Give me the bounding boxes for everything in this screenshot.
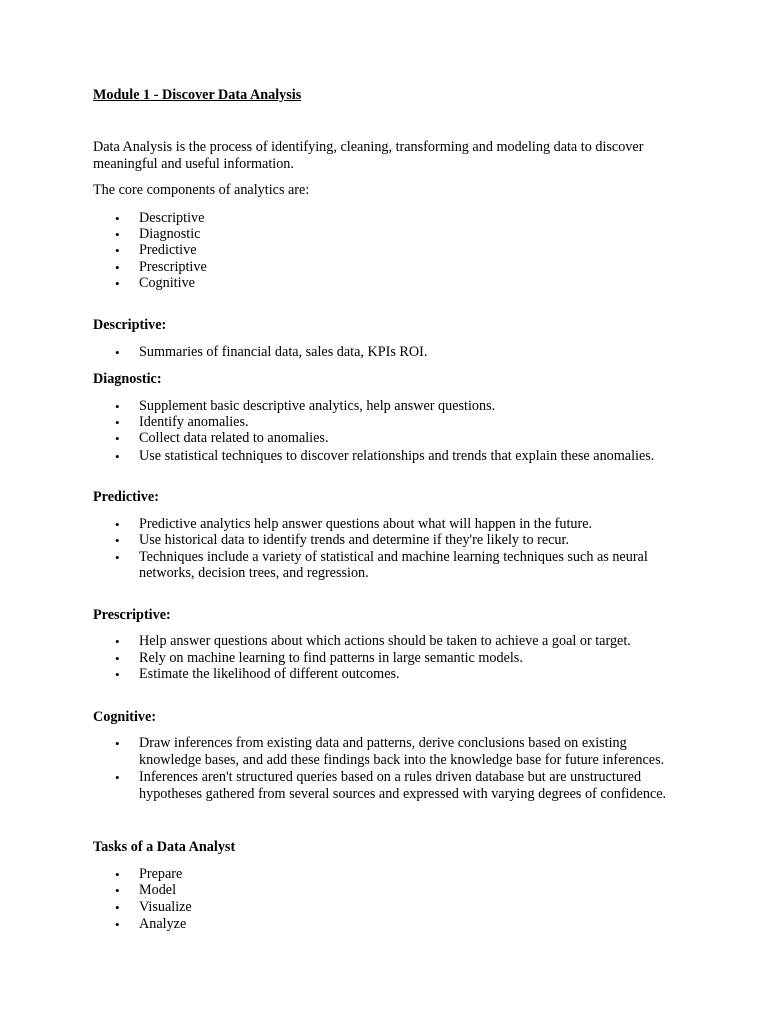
list-item: Use statistical techniques to discover relationships and trends that explain these anomalies. bbox=[139, 448, 655, 464]
list-item: Use historical data to identify trends and determine if they're likely to recur. bbox=[139, 532, 570, 548]
bullet-icon: • bbox=[115, 276, 120, 291]
list-item: Supplement basic descriptive analytics, help answer questions. bbox=[139, 398, 496, 414]
bullet-icon: • bbox=[115, 550, 120, 565]
list-item: Prepare bbox=[139, 866, 183, 882]
list-item-continuation: hypotheses gathered from several sources and expressed with varying degrees of confidence. bbox=[139, 786, 667, 802]
bullet-icon: • bbox=[115, 345, 120, 360]
bullet-icon: • bbox=[115, 917, 120, 932]
bullet-icon: • bbox=[115, 651, 120, 666]
list-item: Rely on machine learning to find patterns in large semantic models. bbox=[139, 650, 523, 666]
list-item: Predictive bbox=[139, 242, 197, 258]
list-item: Prescriptive bbox=[139, 259, 207, 275]
bullet-icon: • bbox=[115, 243, 120, 258]
list-item: Cognitive bbox=[139, 275, 195, 291]
bullet-icon: • bbox=[115, 431, 120, 446]
list-item: Visualize bbox=[139, 899, 192, 915]
bullet-icon: • bbox=[115, 227, 120, 242]
bullet-icon: • bbox=[115, 900, 120, 915]
bullet-icon: • bbox=[115, 867, 120, 882]
list-item: Model bbox=[139, 882, 177, 898]
section-heading-prescriptive: Prescriptive: bbox=[93, 607, 171, 623]
bullet-icon: • bbox=[115, 517, 120, 532]
bullet-icon: • bbox=[115, 883, 120, 898]
components-lead: The core components of analytics are: bbox=[93, 182, 310, 198]
list-item: Help answer questions about which actions should be taken to achieve a goal or target. bbox=[139, 633, 631, 649]
bullet-icon: • bbox=[115, 770, 120, 785]
section-heading-cognitive: Cognitive: bbox=[93, 709, 157, 725]
list-item: Inferences aren't structured queries based on a rules driven database but are unstructured bbox=[139, 769, 642, 785]
bullet-icon: • bbox=[115, 533, 120, 548]
section-heading-diagnostic: Diagnostic: bbox=[93, 371, 162, 387]
list-item: Diagnostic bbox=[139, 226, 201, 242]
list-item: Identify anomalies. bbox=[139, 414, 249, 430]
document-title: Module 1 - Discover Data Analysis bbox=[93, 87, 302, 103]
list-item: Collect data related to anomalies. bbox=[139, 430, 329, 446]
bullet-icon: • bbox=[115, 399, 120, 414]
section-heading-descriptive: Descriptive: bbox=[93, 317, 167, 333]
bullet-icon: • bbox=[115, 634, 120, 649]
list-item: Descriptive bbox=[139, 210, 205, 226]
list-item: Draw inferences from existing data and patterns, derive conclusions based on existing bbox=[139, 735, 627, 751]
bullet-icon: • bbox=[115, 260, 120, 275]
list-item: Techniques include a variety of statistical and machine learning techniques such as neural bbox=[139, 549, 648, 565]
list-item: Estimate the likelihood of different outcomes. bbox=[139, 666, 400, 682]
bullet-icon: • bbox=[115, 211, 120, 226]
section-heading-tasks: Tasks of a Data Analyst bbox=[93, 839, 236, 855]
bullet-icon: • bbox=[115, 736, 120, 751]
bullet-icon: • bbox=[115, 415, 120, 430]
list-item: Predictive analytics help answer questions about what will happen in the future. bbox=[139, 516, 593, 532]
list-item-continuation: networks, decision trees, and regression. bbox=[139, 565, 369, 581]
section-heading-predictive: Predictive: bbox=[93, 489, 159, 505]
list-item: Summaries of financial data, sales data, KPIs ROI. bbox=[139, 344, 428, 360]
list-item: Analyze bbox=[139, 916, 187, 932]
bullet-icon: • bbox=[115, 667, 120, 682]
list-item-continuation: knowledge bases, and add these findings back into the knowledge base for future inferences. bbox=[139, 752, 665, 768]
intro-paragraph-line-2: meaningful and useful information. bbox=[93, 156, 294, 172]
intro-paragraph-line-1: Data Analysis is the process of identifying, cleaning, transforming and modeling data to discover bbox=[93, 139, 644, 155]
bullet-icon: • bbox=[115, 449, 120, 464]
